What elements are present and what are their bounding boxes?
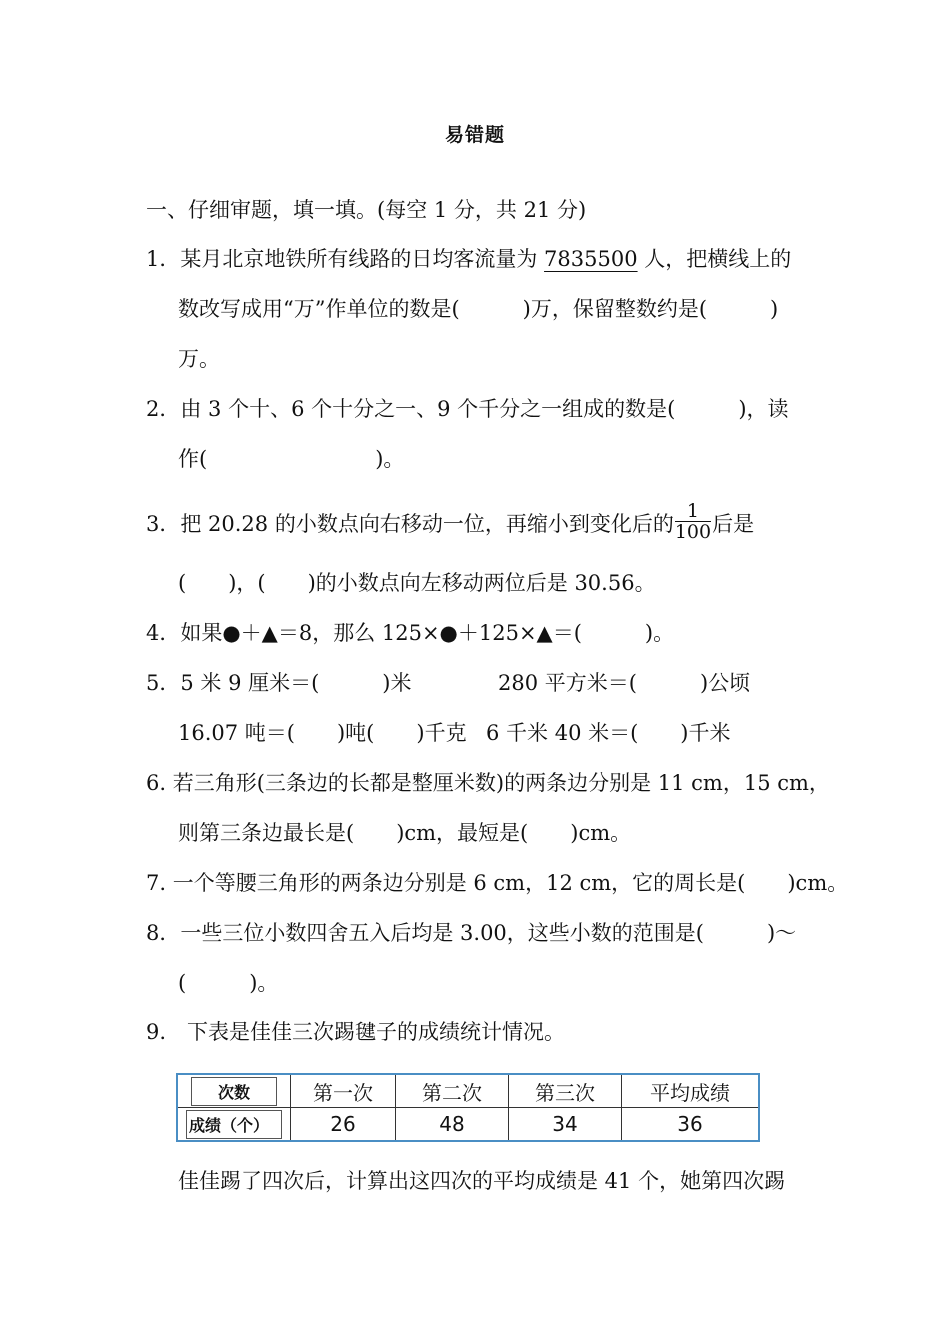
table-cell: 48 [396,1108,509,1142]
table-header-cell: 第一次 [291,1074,396,1108]
score-table [176,1073,760,1142]
table-header-cell: 平均成绩 [622,1074,760,1108]
table-header-label-cell [177,1074,291,1108]
table-row-label-cell [177,1108,291,1142]
question-9-line-1: 9. 下表是佳佳三次踢毽子的成绩统计情况。 [146,1020,566,1044]
fraction-numerator: 1 [675,501,711,522]
table-row-label: 成绩（个） [186,1110,282,1139]
question-8-line-1: 8．一些三位小数四舍五入后均是 3.00，这些小数的范围是( )～ [146,921,797,945]
table-header-label: 次数 [191,1077,277,1106]
table-header-cell: 第二次 [396,1074,509,1108]
question-7: 7. 一个等腰三角形的两条边分别是 6 cm，12 cm，它的周长是( )cm。 [146,871,849,895]
question-4: 4．如果●＋▲＝8，那么 125×●＋125×▲＝( )。 [146,621,675,645]
question-1-line-1 [146,244,791,274]
question-3-text-a: 3．把 20.28 的小数点向右移动一位，再缩小到变化后的 [146,512,674,536]
question-3-text-b: 后是 [712,512,755,536]
question-8-line-2: ( )。 [178,971,279,995]
question-1-line-2: 数改写成用“万”作单位的数是( )万，保留整数约是( ) [178,297,779,321]
underlined-number: 7835500 [544,247,638,271]
table-header-row [177,1074,759,1108]
question-1-line-3: 万。 [178,347,220,371]
question-5-line-1-b: 280 平方米＝( )公顷 [498,671,751,695]
page-title: 易错题 [444,124,505,146]
question-2-line-2: 作( )。 [178,447,405,471]
question-6-line-2: 则第三条边最长是( )cm，最短是( )cm。 [178,821,632,845]
question-2-line-1: 2．由 3 个十、6 个十分之一、9 个千分之一组成的数是( )，读 [146,397,789,421]
question-1-text-b: 人，把横线上的 [637,247,792,271]
section-heading: 一、仔细审题，填一填。(每空 1 分，共 21 分) [146,198,587,222]
table-header-cell: 第三次 [509,1074,622,1108]
table-cell: 36 [622,1108,760,1142]
table-cell: 34 [509,1108,622,1142]
question-5-line-2-a: 16.07 吨＝( )吨( )千克 [178,721,467,745]
question-3-line-2: ( )，( )的小数点向左移动两位后是 30.56。 [178,571,656,595]
question-5-line-1-a: 5．5 米 9 厘米＝( )米 [146,671,412,695]
fraction-denominator: 100 [674,521,712,543]
fraction-one-hundredth [675,501,711,542]
table-cell: 26 [291,1108,396,1142]
question-1-text-a: 1．某月北京地铁所有线路的日均客流量为 [146,247,545,271]
question-9-line-2: 佳佳踢了四次后，计算出这四次的平均成绩是 41 个，她第四次踢 [178,1169,786,1193]
question-6-line-1: 6. 若三角形(三条边的长都是整厘米数)的两条边分别是 11 cm，15 cm， [146,771,830,795]
table-row [177,1108,759,1142]
question-3-line-1 [146,500,755,546]
question-5-line-2-b: 6 千米 40 米＝( )千米 [486,721,731,745]
